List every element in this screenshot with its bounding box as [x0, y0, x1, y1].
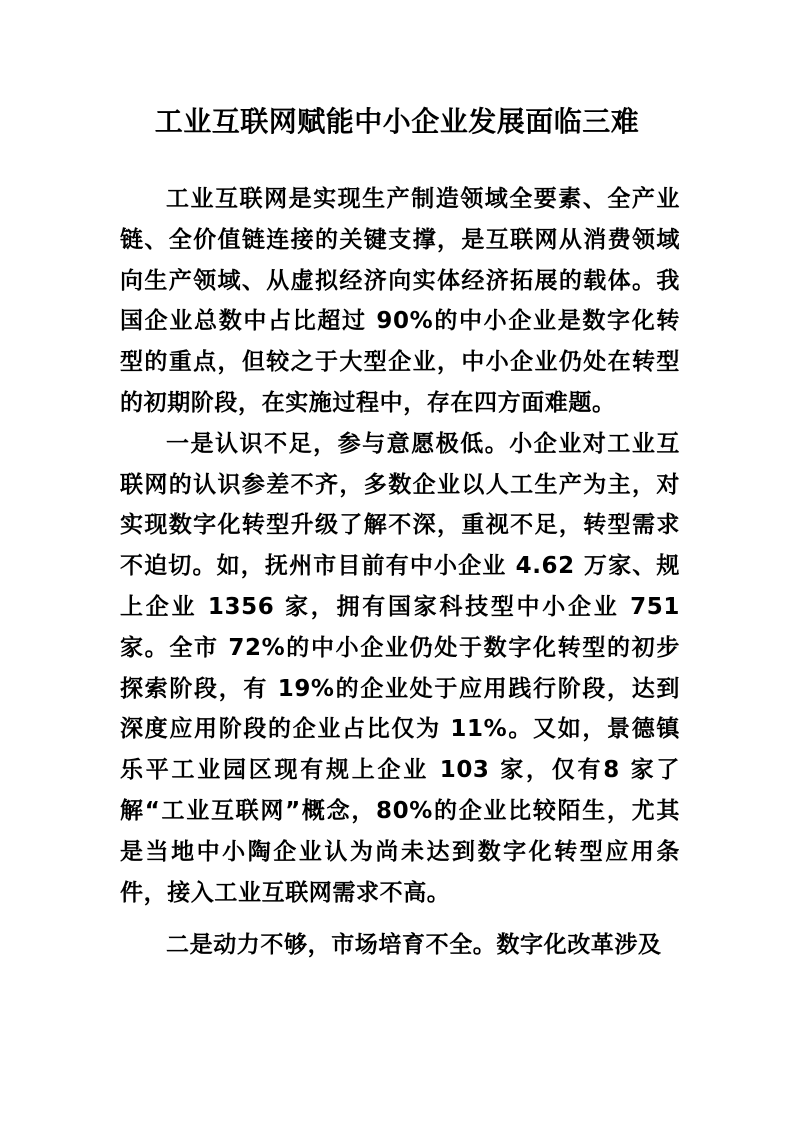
paragraph-intro: 工业互联网是实现生产制造领域全要素、全产业链、全价值链连接的关键支撑，是互联网从消费领域向生产领域、从虚拟经济向实体经济拓展的载体。我国企业总数中占比超过 90%的中小企业是数字化转型的重点，但较之于大型企业，中小企业仍处在转型的初期阶段，在实施过程中，存在四方面难题。: [120, 186, 680, 416]
document-body: [120, 179, 680, 966]
document-title: 工业互联网赋能中小企业发展面临三难: [154, 105, 640, 138]
paragraph-second-difficulty: 二是动力不够，市场培育不全。数字化改革涉及: [166, 932, 662, 959]
paragraph-first-difficulty: 一是认识不足，参与意愿极低。小企业对工业互联网的认识参差不齐，多数企业以人工生产为主，对实现数字化转型升级了解不深，重视不足，转型需求不迫切。如，抚州市目前有中小企业 4.62 万家、规上企业 1356 家，拥有国家科技型中小企业 751 家。全市 72%的中小企业仍处于数字化转型的初步探索阶段，有 19%的企业处于应用践行阶段，达到深度应用阶段的企业占比仅为 11%。又如，景德镇乐平工业园区现有规上企业 103 家，仅有8 家了解“工业互联网”概念，80%的企业比较陌生，尤其是当地中小陶企业认为尚未达到数字化转型应用条件，接入工业互联网需求不高。: [120, 430, 680, 906]
